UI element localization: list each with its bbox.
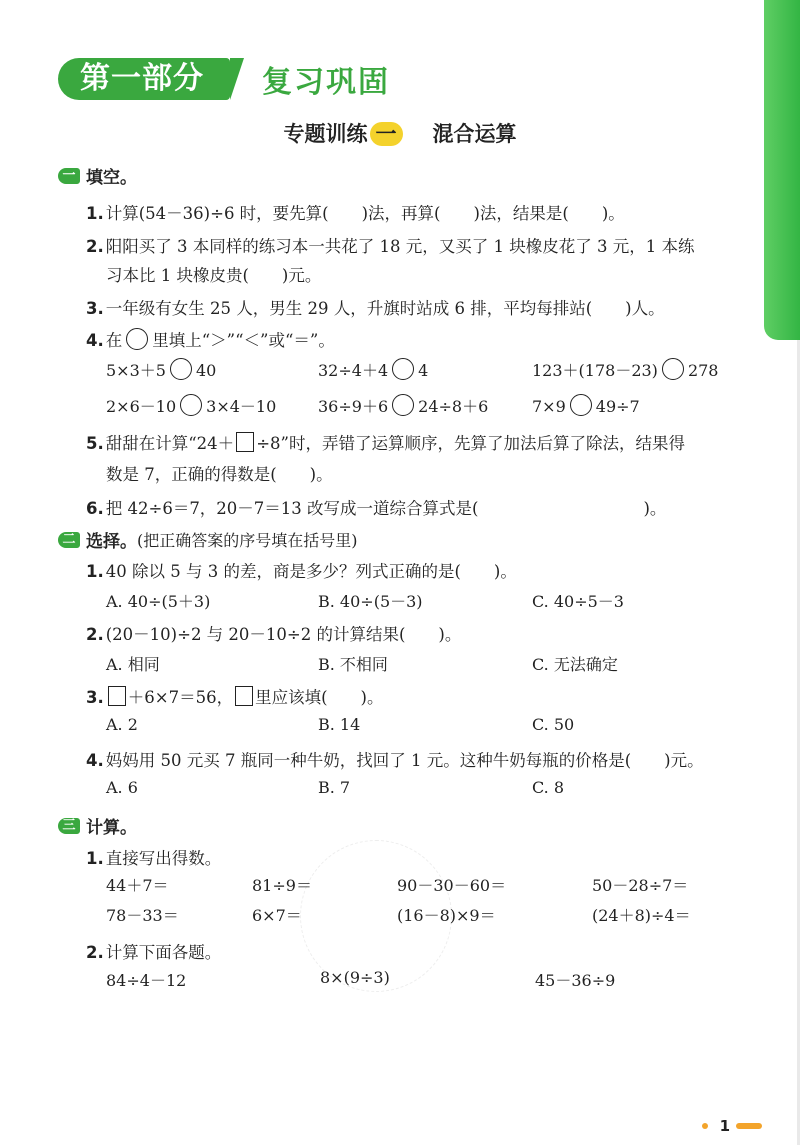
choice-question-1 — [86, 558, 517, 582]
fill-question-6 — [86, 495, 666, 519]
option-b[interactable]: B. 7 — [318, 778, 351, 797]
question-text: ÷8”时，弄错了运算顺序，先算了加法后算了除法，结果得 — [256, 434, 685, 453]
part-label: 第一部分 — [58, 58, 230, 100]
blank-square[interactable] — [236, 432, 254, 452]
section-title: 选择。 — [86, 532, 137, 552]
option-c[interactable]: C. 8 — [532, 778, 565, 797]
question-text: 计算下面各题。 — [105, 943, 222, 962]
part-header — [58, 58, 390, 100]
option-c[interactable]: C. 40÷5－3 — [532, 592, 624, 611]
question-text: 40 除以 5 与 3 的差，商是多少？列式正确的是( )。 — [105, 562, 517, 581]
option-a[interactable]: A. 6 — [106, 778, 138, 797]
green-edge-tab — [764, 0, 800, 340]
blank-square — [108, 686, 126, 706]
compare-circle[interactable] — [170, 358, 192, 380]
compare-circle — [126, 328, 148, 350]
oral-calc-item: 44＋7＝ — [106, 876, 169, 895]
topic-name: 混合运算 — [432, 122, 517, 146]
question-number: 3. — [86, 299, 104, 318]
option-c[interactable]: C. 无法确定 — [532, 655, 618, 674]
page-number-text: 1 — [719, 1117, 730, 1135]
section-title: 计算。 — [86, 818, 137, 838]
compare-row-1 — [0, 358, 800, 382]
compare-item: 32÷4＋4 4 — [318, 358, 428, 381]
fill-question-4 — [86, 327, 335, 351]
compare-item: 123＋(178－23) 278 — [532, 358, 718, 381]
compare-item: 7×9 49÷7 — [532, 394, 640, 416]
fill-question-2-line2: 习本比 1 块橡皮贵( )元。 — [106, 266, 322, 285]
fill-question-5 — [86, 430, 685, 454]
option-c[interactable]: C. 50 — [532, 715, 575, 734]
oral-calc-item: 81÷9＝ — [252, 876, 312, 895]
choice-question-4 — [86, 747, 704, 771]
question-text: 在 — [105, 331, 123, 350]
oral-calc-item: (24＋8)÷4＝ — [592, 906, 691, 925]
section-choice — [58, 527, 358, 552]
question-text: 计算(54－36)÷6 时，要先算( )法，再算( )法，结果是( )。 — [105, 204, 625, 223]
part-subtitle: 复习巩固 — [262, 65, 390, 100]
page-bar — [736, 1123, 762, 1129]
compare-item: 36÷9＋6 24÷8＋6 — [318, 394, 488, 417]
compare-circle[interactable] — [392, 358, 414, 380]
compare-circle[interactable] — [392, 394, 414, 416]
fill-question-2 — [86, 233, 694, 257]
option-b[interactable]: B. 40÷(5－3) — [318, 592, 423, 611]
question-number: 2. — [86, 625, 104, 644]
calc-question-2 — [86, 939, 221, 963]
section-title: 填空。 — [86, 168, 137, 188]
section-calculate — [58, 813, 137, 838]
question-number: 1. — [86, 849, 104, 868]
section-note: (把正确答案的序号填在括号里) — [137, 531, 358, 550]
fill-question-1 — [86, 200, 625, 224]
question-text: 妈妈用 50 元买 7 瓶同一种牛奶，找回了 1 元。这种牛奶每瓶的价格是( )元。 — [105, 751, 704, 770]
oral-calc-item: 50－28÷7＝ — [592, 876, 689, 895]
question-number: 6. — [86, 499, 104, 518]
compare-circle[interactable] — [662, 358, 684, 380]
compare-item: 2×6－10 3×4－10 — [106, 394, 276, 417]
question-text: 把 42÷6＝7，20－7＝13 改写成一道综合算式是( )。 — [105, 499, 667, 518]
question-text: ＋6×7＝56， — [127, 688, 234, 707]
choice-question-3 — [86, 684, 383, 708]
section-badge: 一 — [58, 168, 80, 184]
compare-circle[interactable] — [570, 394, 592, 416]
question-number: 1. — [86, 562, 104, 581]
topic-number: 一 — [370, 122, 403, 146]
watermark-stamp — [300, 840, 452, 992]
question-number: 5. — [86, 434, 104, 453]
question-text: 一年级有女生 25 人，男生 29 人，升旗时站成 6 排，平均每排站( )人。 — [105, 299, 665, 318]
option-a[interactable]: A. 相同 — [106, 655, 160, 674]
oral-calc-item: 78－33＝ — [106, 906, 179, 925]
topic-title — [0, 118, 800, 148]
fill-question-5-line2: 数是 7，正确的得数是( )。 — [106, 465, 333, 484]
choice-question-2 — [86, 621, 461, 645]
fill-question-3 — [86, 295, 665, 319]
page-number — [702, 1117, 762, 1135]
section-badge: 二 — [58, 532, 80, 548]
choice-options-2 — [0, 652, 800, 676]
option-a[interactable]: A. 2 — [106, 715, 138, 734]
written-calc-item: 8×(9÷3) — [320, 968, 390, 987]
choice-options-4 — [0, 778, 800, 802]
option-a[interactable]: A. 40÷(5＋3) — [106, 592, 211, 611]
question-number: 3. — [86, 688, 104, 707]
oral-calc-item: 6×7＝ — [252, 906, 302, 925]
question-text: (20－10)÷2 与 20－10÷2 的计算结果( )。 — [105, 625, 462, 644]
question-number: 2. — [86, 943, 104, 962]
question-text: 阳阳买了 3 本同样的练习本一共花了 18 元，又买了 1 块橡皮花了 3 元，1 本练 — [105, 237, 695, 256]
compare-row-2 — [0, 394, 800, 418]
question-number: 1. — [86, 204, 104, 223]
choice-options-1 — [0, 589, 800, 613]
compare-circle[interactable] — [180, 394, 202, 416]
oral-calc-item: (16－8)×9＝ — [397, 906, 496, 925]
question-text: 甜甜在计算“24＋ — [105, 434, 235, 453]
question-number: 4. — [86, 751, 104, 770]
question-text: 里应该填( )。 — [255, 688, 384, 707]
section-badge: 三 — [58, 818, 80, 834]
written-calc-item: 45－36÷9 — [535, 971, 616, 990]
choice-options-3 — [0, 715, 800, 739]
written-calc-item: 84÷4－12 — [106, 971, 187, 990]
topic-prefix: 专题训练 — [283, 122, 368, 146]
compare-item: 5×3＋5 40 — [106, 358, 216, 381]
question-number: 2. — [86, 237, 104, 256]
question-number: 4. — [86, 331, 104, 350]
page-dot — [702, 1123, 708, 1129]
blank-square — [235, 686, 253, 706]
oral-calc-item: 90－30－60＝ — [397, 876, 507, 895]
option-b[interactable]: B. 14 — [318, 715, 361, 734]
question-text: 直接写出得数。 — [105, 849, 222, 868]
question-text: 里填上“＞”“＜”或“＝”。 — [152, 331, 335, 350]
calc-question-1 — [86, 845, 221, 869]
section-fill-in — [58, 163, 137, 188]
option-b[interactable]: B. 不相同 — [318, 655, 388, 674]
